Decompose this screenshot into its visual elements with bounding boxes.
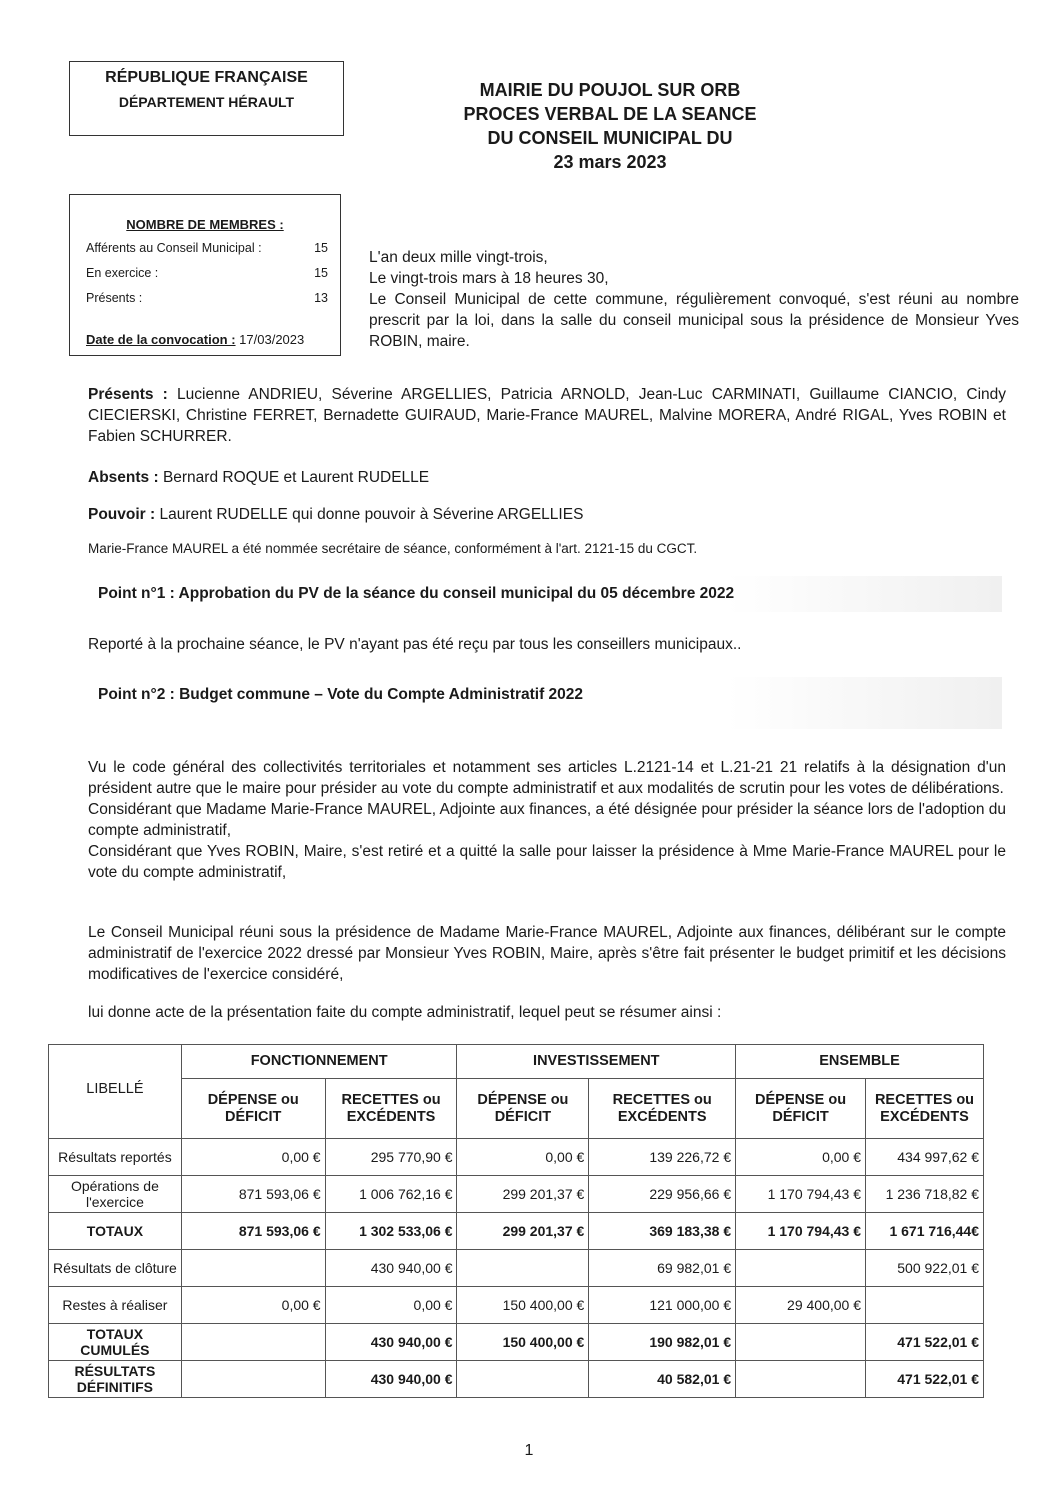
members-row-value: 15 <box>314 241 328 255</box>
convocation-date <box>86 332 304 347</box>
row-label: Résultats de clôture <box>49 1250 182 1287</box>
row-label: RÉSULTATS DÉFINITIFS <box>49 1361 182 1398</box>
amount-cell <box>736 1324 866 1361</box>
secretaire-text: Marie-France MAUREL a été nommée secrétaire de séance, conformément à l'art. 2121-15 du CGCT. <box>88 541 698 556</box>
document-title <box>400 78 820 174</box>
table-sub-header <box>49 1079 984 1139</box>
presents-text: Lucienne ANDRIEU, Séverine ARGELLIES, Patricia ARNOLD, Jean-Luc CARMINATI, Guillaume CIANCIO, Cindy CIECIERSKI, Christine FERRET, Bernadette GUIRAUD, Marie-France MAUREL, Malvine MORERA, André RIGAL, Yves ROBIN et Fabien SCHURRER. <box>88 386 1007 445</box>
intro-text <box>369 247 1019 352</box>
republique-box <box>69 61 344 136</box>
departement-label: DÉPARTEMENT HÉRAULT <box>118 94 295 110</box>
presents-label: Présents : <box>88 386 168 403</box>
members-heading: NOMBRE DE MEMBRES : <box>126 217 284 232</box>
amount-cell: 40 582,01 € <box>589 1361 736 1398</box>
sub-recettes: RECETTES ou EXCÉDENTS <box>589 1079 736 1139</box>
table-row <box>49 1324 984 1361</box>
intro-line-1: L'an deux mille vingt-trois, <box>369 249 548 266</box>
group-ensemble: ENSEMBLE <box>736 1045 984 1079</box>
members-box <box>69 194 341 356</box>
amount-cell: 500 922,01 € <box>866 1250 984 1287</box>
table-row <box>49 1361 984 1398</box>
amount-cell: 1 671 716,44€ <box>866 1213 984 1250</box>
row-label: TOTAUX <box>49 1213 182 1250</box>
amount-cell: 871 593,06 € <box>181 1213 325 1250</box>
point1-text: Reporté à la prochaine séance, le PV n'ayant pas été reçu par tous les conseillers municipaux.. <box>88 636 742 653</box>
amount-cell <box>181 1361 325 1398</box>
members-row-value: 15 <box>314 266 328 280</box>
members-row-label: Présents : <box>86 291 143 305</box>
absents-paragraph <box>88 467 1006 488</box>
donne-acte-paragraph: lui donne acte de la présentation faite du compte administratif, lequel peut se résumer ainsi : <box>88 1004 722 1021</box>
page-number: 1 <box>524 1442 534 1459</box>
members-row <box>86 241 328 255</box>
convocation-value: 17/03/2023 <box>239 332 305 347</box>
amount-cell: 229 956,66 € <box>589 1176 736 1213</box>
amount-cell <box>736 1361 866 1398</box>
vu-paragraph: Vu le code général des collectivités territoriales et notamment ses articles L.2121-14 et L.21-21 21 relatifs à la désignation d'un président autre que le maire pour présider au vote du compte administratif et aux modalités de scrutin pour les votes de délibérations. <box>88 759 1006 797</box>
amount-cell: 369 183,38 € <box>589 1213 736 1250</box>
table-row <box>49 1250 984 1287</box>
pouvoir-label: Pouvoir : <box>88 506 156 523</box>
amount-cell <box>457 1361 589 1398</box>
table-row <box>49 1287 984 1324</box>
pouvoir-text: Laurent RUDELLE qui donne pouvoir à Séverine ARGELLIES <box>159 506 584 523</box>
title-line-2: PROCES VERBAL DE LA SEANCE <box>463 104 757 124</box>
amount-cell: 299 201,37 € <box>457 1176 589 1213</box>
convocation-label: Date de la convocation : <box>86 332 236 347</box>
members-row <box>86 266 328 280</box>
members-row-label: En exercice : <box>86 266 159 280</box>
members-row-label: Afférents au Conseil Municipal : <box>86 241 262 255</box>
amount-cell: 1 302 533,06 € <box>325 1213 457 1250</box>
amount-cell: 1 170 794,43 € <box>736 1176 866 1213</box>
point1-heading <box>84 576 1002 612</box>
amount-cell: 150 400,00 € <box>457 1287 589 1324</box>
amount-cell: 29 400,00 € <box>736 1287 866 1324</box>
presents-paragraph <box>88 384 1006 447</box>
absents-text: Bernard ROQUE et Laurent RUDELLE <box>162 469 430 486</box>
members-row <box>86 291 328 305</box>
sub-depense: DÉPENSE ou DÉFICIT <box>181 1079 325 1139</box>
group-investissement: INVESTISSEMENT <box>457 1045 736 1079</box>
compte-administratif-table <box>48 1044 984 1398</box>
amount-cell: 430 940,00 € <box>325 1250 457 1287</box>
sub-depense: DÉPENSE ou DÉFICIT <box>736 1079 866 1139</box>
row-label: Résultats reportés <box>49 1139 182 1176</box>
intro-line-3: Le Conseil Municipal de cette commune, régulièrement convoqué, s'est réuni au nombre prescrit par la loi, dans la salle du conseil municipal sous la présidence de Monsieur Yves ROBIN, maire. <box>369 291 1019 350</box>
row-label: Opérations de l'exercice <box>49 1176 182 1213</box>
row-label: TOTAUX CUMULÉS <box>49 1324 182 1361</box>
title-line-1: MAIRIE DU POUJOL SUR ORB <box>479 80 741 100</box>
sub-recettes: RECETTES ou EXCÉDENTS <box>866 1079 984 1139</box>
point2-heading <box>84 677 1002 729</box>
amount-cell: 434 997,62 € <box>866 1139 984 1176</box>
considerant-1: Considérant que Madame Marie-France MAUREL, Adjointe aux finances, a été désignée pour présider la séance lors de l'adoption du compte administratif, <box>88 801 1006 839</box>
table-body <box>49 1139 984 1398</box>
group-fonctionnement: FONCTIONNEMENT <box>181 1045 457 1079</box>
pouvoir-paragraph <box>88 504 1006 525</box>
conseil-paragraph: Le Conseil Municipal réuni sous la présidence de Madame Marie-France MAUREL, Adjointe aux finances, délibérant sur le compte administratif de l'exercice 2022 dressé par Monsieur Yves ROBIN, Maire, après s'être fait présenter le budget primitif et les décisions modificatives de l'exercice considéré, <box>88 924 1006 983</box>
amount-cell <box>736 1250 866 1287</box>
amount-cell: 0,00 € <box>325 1287 457 1324</box>
amount-cell: 299 201,37 € <box>457 1213 589 1250</box>
point2-title: Point n°2 : Budget commune – Vote du Compte Administratif 2022 <box>98 686 584 703</box>
considerant-2: Considérant que Yves ROBIN, Maire, s'est retiré et a quitté la salle pour laisser la présidence à Mme Marie-France MAUREL pour le vote du compte administratif, <box>88 843 1006 881</box>
intro-line-2: Le vingt-trois mars à 18 heures 30, <box>369 270 609 287</box>
table-row <box>49 1139 984 1176</box>
table-row <box>49 1176 984 1213</box>
amount-cell: 1 006 762,16 € <box>325 1176 457 1213</box>
amount-cell <box>181 1250 325 1287</box>
point2-considerations <box>88 757 1006 883</box>
amount-cell <box>181 1324 325 1361</box>
amount-cell: 1 170 794,43 € <box>736 1213 866 1250</box>
amount-cell: 0,00 € <box>736 1139 866 1176</box>
title-line-4: 23 mars 2023 <box>553 152 667 172</box>
absents-label: Absents : <box>88 469 159 486</box>
amount-cell: 150 400,00 € <box>457 1324 589 1361</box>
members-row-value: 13 <box>314 291 328 305</box>
amount-cell: 139 226,72 € <box>589 1139 736 1176</box>
amount-cell <box>457 1250 589 1287</box>
amount-cell: 430 940,00 € <box>325 1324 457 1361</box>
title-line-3: DU CONSEIL MUNICIPAL DU <box>487 128 733 148</box>
amount-cell: 471 522,01 € <box>866 1324 984 1361</box>
table-row <box>49 1213 984 1250</box>
amount-cell: 69 982,01 € <box>589 1250 736 1287</box>
row-label: Restes à réaliser <box>49 1287 182 1324</box>
republique-label: RÉPUBLIQUE FRANÇAISE <box>105 69 308 86</box>
point1-title: Point n°1 : Approbation du PV de la séance du conseil municipal du 05 décembre 2022 <box>98 585 735 602</box>
amount-cell: 0,00 € <box>457 1139 589 1176</box>
amount-cell: 295 770,90 € <box>325 1139 457 1176</box>
amount-cell: 871 593,06 € <box>181 1176 325 1213</box>
amount-cell <box>866 1287 984 1324</box>
amount-cell: 0,00 € <box>181 1139 325 1176</box>
amount-cell: 430 940,00 € <box>325 1361 457 1398</box>
sub-recettes: RECETTES ou EXCÉDENTS <box>325 1079 457 1139</box>
table-group-header <box>49 1045 984 1079</box>
libelle-header: LIBELLÉ <box>49 1045 182 1139</box>
amount-cell: 471 522,01 € <box>866 1361 984 1398</box>
amount-cell: 190 982,01 € <box>589 1324 736 1361</box>
sub-depense: DÉPENSE ou DÉFICIT <box>457 1079 589 1139</box>
amount-cell: 121 000,00 € <box>589 1287 736 1324</box>
amount-cell: 1 236 718,82 € <box>866 1176 984 1213</box>
amount-cell: 0,00 € <box>181 1287 325 1324</box>
